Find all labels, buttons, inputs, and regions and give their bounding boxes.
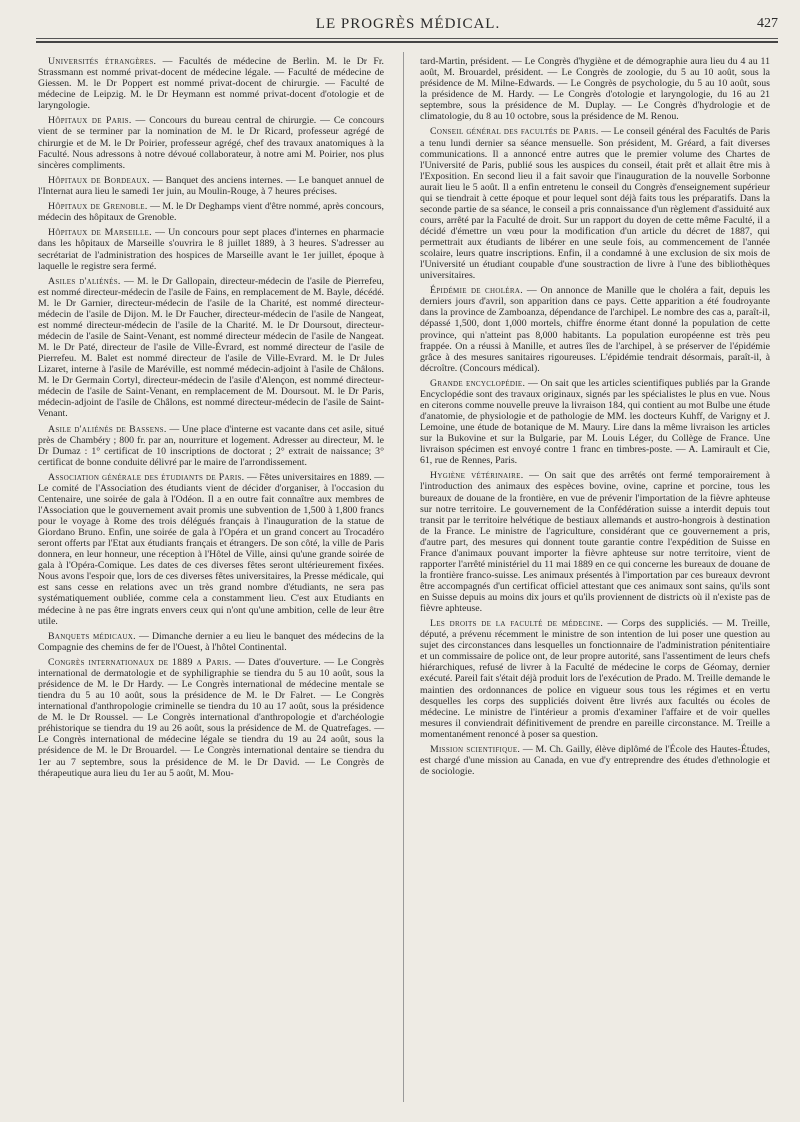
item-text: — Corps des suppliciés. — M. Treille, député, a prévenu récemment le ministre de son intention de lui poser une question au sujet des circonstances dans lesquelles un fonctionnaire de l'administration pénitentiaire et un commissaire de police ont, de leur propre autorité, sans l'assentiment de leurs chefs hiérarchiques, refusé de livrer à la Faculté de médecine le corps de Géomay, dernier exécuté. Pareil fait s'était déjà produit lors de l'exécution de Prado. M. Treille demande le maintien des ordonnances de police en vigueur sous tous les régimes et en vertu desquelles les corps des suppliciés doivent être livrés aux facultés ou écoles de médecine. Le ministre de l'intérieur a promis d'examiner l'affaire et de voir quelles mesures il conviendrait définitivement de prendre en pareille circonstance. M. Treille a momentanément renoncé à poser sa question. <box>420 618 770 740</box>
item-text: — M. Ch. Gailly, élève diplômé de l'École des Hautes-Études, est chargé d'une mission au Canada, en vue d'y entreprendre des études d'ethnologie et de sociologie. <box>420 743 770 778</box>
news-item <box>420 744 770 777</box>
item-heading: Mission scientifique. <box>430 743 521 755</box>
item-heading: Asile d'aliénés de Bassens. <box>48 423 167 435</box>
item-text: — M. le Dr Deghamps vient d'être nommé, après concours, médecin des hôpitaux de Grenoble. <box>38 201 384 224</box>
item-text: — On sait que les articles scientifiques publiés par la Grande Encyclopédie sont des travaux originaux, signés par les spécialistes le plus en vue. Nous en citerons comme nouvelle preuve la livraison 184, qui contient au mot Bulbe une étude d'anatomie, de physiologie et de pathologie de MM. les docteurs Kuhff, de Varigny et J. Lemoine, une étude de botanique de M. Maury. Lire dans la même livraison les articles sur la Bukovine et sur la Bulgarie, par M. Louis Léger, du Collège de France. Une livraison spécimen est envoyé contre 1 franc en timbres-poste. — A. Lamirault et Cie, 61, rue de Rennes, Paris. <box>420 377 770 467</box>
item-heading: Asiles d'aliénés. <box>48 275 121 287</box>
item-heading: Épidémie de choléra. <box>430 285 523 297</box>
item-text: — M. le Dr Gallopain, directeur-médecin de l'asile de Pierrefeu, est nommé directeur-médecin de l'asile de Fains, en remplacement de M. Bayle, décédé. M. le Dr Garnier, directeur-médecin de l'asile de la Charité, est nommé directeur-médecin de l'asile de Dijon. M. le Dr Faucher, directeur-médecin de l'asile de Nangeat, est nommé directeur-médecin de l'asile de la Charité. M. le Dr Doursout, directeur-médecin de l'asile de Saint-Venant, est nommé directeur médecin de l'asile de Nangeat. M. le Dr Paté, directeur de l'asile de Ville-Évrard, est nommé directeur de l'asile de Pierrefeu. M. Balet est nommé directeur de l'asile de Ville-Evrard. M. le Dr Jules Lizaret, interne à l'asile de Maréville, est nommé médecin-adjoint à l'asile de Châlons. M. le Dr Germain Cortyl, directeur-médecin de l'asile d'Alençon, est nommé directeur-médecin de l'asile de Saint-Venant, en remplacement de M. Doursout. M. le Dr Paris, médecin-adjoint de l'asile de Châlons, est nommé directeur-médecin de l'asile de Saint-Venant. <box>38 275 384 420</box>
item-text: — Le conseil général des Facultés de Paris a tenu lundi dernier sa séance mensuelle. Son président, M. Gréard, a fait diverses communications. Il a annoncé entre autres que le premier volume des Chartes de l'Université de Paris, publié sous les auspices du conseil, était prêt et allait être mis à l'Exposition. En second lieu il a fait savoir que l'inauguration de la nouvelle Sorbonne aurait lieu le 5 août. Il a enfin entretenu le conseil du Congrès d'enseignement supérieur qui se tiendrait à cette époque et pour lequel sont déjà faits tous les préparatifs. Dans la seconde partie de sa séance, le conseil a pris connaissance d'un règlement d'assiduité aux cours, arrêté par la Faculté de droit. Sur un rapport du doyen de cette même Faculté, il a décidé d'émettre un vœu pour la modification d'un article du décret de 1887, qui permettrait aux étudiants de libérer en une seule fois, au commencement de l'année scolaire, leurs quatre inscriptions. Enfin, il a condamné à une exclusion de six mois de l'Université un étudiant coupable d'une soustraction de livre à l'une des bibliothèques universitaires. <box>420 126 770 282</box>
item-heading: Hygiène vétérinaire. <box>430 470 524 482</box>
news-item <box>38 424 384 468</box>
item-text: — On annonce de Manille que le choléra a fait, depuis les derniers jours d'avril, son apparition dans ce pays. Cette apparition a été foudroyante dans la province de Zamboanza, dépendance de l'archipel. Le nombre des cas a, paraît-il, dépassé 1,500, dont 1,000 mortels, chiffre énorme étant donné la population de cette province, qui n'atteint pas 8,000 habitants. La population européenne est très peu frappée. On a réussi à Manille, et autres îles de l'archipel, à se préserver de l'épidémie grâce à des mesures sanitaires rigoureuses. L'épidémie tendrait désormais, paraît-il, à décroître. (Concours médical). <box>420 285 770 374</box>
news-item <box>38 276 384 420</box>
news-item <box>420 285 770 373</box>
item-heading: Hôpitaux de Bordeaux. <box>48 174 150 186</box>
item-heading: Universités étrangères. <box>48 56 157 67</box>
journal-title: LE PROGRÈS MÉDICAL. <box>315 16 501 32</box>
item-heading: Les droits de la faculté de médecine. <box>430 618 604 630</box>
item-heading: Hôpitaux de Grenoble. <box>48 201 148 213</box>
item-text: — Banquet des anciens internes. — Le banquet annuel de l'Internat aura lieu le samedi 1er juin, au Moulin-Rouge, à 7 heures précises. <box>38 174 385 197</box>
item-heading: Banquets médicaux. <box>48 630 136 642</box>
news-item <box>420 126 770 281</box>
item-text: — Dates d'ouverture. — Le Congrès international de dermatologie et de syphiligraphie se tiendra du 5 au 10 août, sous la présidence de M. le Dr Hardy. — Le Congrès international de médecine mentale se tiendra du 5 au 10 août, sous la présidence de M. le Dr Falret. — Le Congrès international d'anthropologie criminelle se tiendra du 10 au 17 août, sous la présidence de M. le Dr Roussel. — Le Congrès international d'anthropologie et d'archéologie préhistorique se tiendra du 19 au 26 août, sous la présidence de M. de Quatrefages. — Le Congrès international de médecine légale se tiendra du 19 au 24 août, sous la présidence de M. le Dr Brouardel. — Le Congrès international dentaire se tiendra du 1er au 7 septembre, sous la présidence de M. le Dr David. — Le Congrès de thérapeutique aura lieu du 1er au 5 août, M. Mou- <box>38 657 384 779</box>
news-item <box>420 618 770 740</box>
item-heading: Hôpitaux de Paris. <box>48 115 132 127</box>
item-heading: Hôpitaux de Marseille. <box>48 227 152 239</box>
news-item <box>420 470 770 614</box>
header-rule-thin <box>36 38 778 39</box>
news-item <box>38 657 384 779</box>
news-item <box>420 378 770 466</box>
item-text: — Facultés de médecine de Berlin. M. le Dr Fr. Strassmann est nommé privat-docent de médecine légale. — Faculté de médecine de Giessen. M. le Dr Poppert est nommé privat-docent de chirurgie. — Faculté de médecine de Leipzig. M. le Dr Heymann est nommé privat-docent d'otologie et de laryngologie. <box>38 56 384 112</box>
news-item <box>38 56 384 111</box>
news-item <box>38 227 384 271</box>
item-text: — Une place d'interne est vacante dans cet asile, situé près de Chambéry ; 800 fr. par an, nourriture et logement. Adresser au directeur, M. le Dr Dumaz : 1° certificat de 10 inscriptions de doctorat ; 2° extrait de naissance; 3° certificat de bonne conduite délivré par le maire de l'arrondissement. <box>38 423 384 468</box>
item-heading: Congrès internationaux de 1889 a Paris. <box>48 657 232 669</box>
item-text: — Un concours pour sept places d'internes en pharmacie dans les hôpitaux de Marseille s'ouvrira le 8 juillet 1889, à 3 heures. S'adresser au secrétariat de l'administration des hospices de Marseille avant le 1er juillet, époque à laquelle le registre sera fermé. <box>38 227 384 272</box>
news-item <box>38 201 384 223</box>
item-text: — On sait que des arrêtés ont fermé temporairement à l'introduction des animaux des espèces bovine, ovine, caprine et porcine, tous les bureaux de douane de la frontière, en vue de prévenir l'importation de la fièvre aphteuse sur notre territoire. Le gouvernement de la Confédération suisse a interdit depuis tout transit par le territoire helvétique de bestiaux allemands et austro-hongrois à destination de la France. Le ministre de l'agriculture, considérant que ce gouvernement a pris, d'autre part, des mesures qui donnent toute garantie contre l'expédition de Suisse en France d'animaux pouvant importer la fièvre aphteuse sur notre territoire, vient de rapporter l'arrêté ministériel du 11 mai 1889 en ce qui concerne les bureaux de douane de la frontière franco-suisse. Les animaux présentés à l'importation par ces bureaux devront être accompagnés d'un certificat officiel attestant que ces animaux sont sains, qu'ils sont en Suisse depuis au moins dix jours et qu'ils proviennent de districts où il n'existe pas de fièvre aphteuse. <box>420 470 770 614</box>
news-item <box>38 115 384 170</box>
column-divider <box>403 52 404 1102</box>
item-text: tard-Martin, président. — Le Congrès d'hygiène et de démographie aura lieu du 4 au 11 août, M. Brouardel, président. — Le Congrès de zoologie, du 5 au 10 août, sous la présidence de M. Milne-Edwards. — Le Congrès de psychologie, du 5 au 10 août, sous la présidence de M. Hardy. — Le Congrès d'otologie et laryngologie, du 16 au 21 septembre, sous la présidence de M. Duplay. — Le Congrès d'hydrologie et de climatologie, du 8 au 10 octobre, sous la présidence de M. Renou. <box>420 56 770 123</box>
header-rule-thick <box>36 41 778 43</box>
news-item <box>38 631 384 653</box>
page-header <box>38 14 778 38</box>
news-item <box>38 472 384 627</box>
item-heading: Grande encyclopédie. <box>430 377 526 389</box>
item-heading: Conseil général des facultés de Paris. <box>430 126 599 138</box>
left-column <box>38 56 384 783</box>
news-item <box>38 175 384 197</box>
item-text: — Fêtes universitaires en 1889. — Le comité de l'Association des étudiants vient de décider d'organiser, à l'occasion du Centenaire, une soirée de gala à l'Odéon. Il a en outre fait connaître aux membres de l'Association que le gouvernement avait promis une subvention de 1,500 à 1,800 francs pour le voyage à Rome des trois délégués français à l'inauguration de la statue de Giordano Bruno. Enfin, une soirée de gala à l'Opéra et un grand concert au Trocadéro seront offerts par l'Etat aux étudiants français et étrangers. De son côté, la ville de Paris donnera, en leur honneur, une réception à l'Hôtel de Ville, ainsi qu'une grande soirée de gala à l'Opéra-Comique. Les dates de ces diverses fêtes seront ultérieurement fixées. Nous avons l'espoir que, lors de ces diverses fêtes universitaires, la Presse médicale, qui est sans cesse en relations avec un très grand nombre d'étudiants, ne sera pas systématiquement oubliée, comme cela a constamment lieu. C'est aux Etudiants en médecine à ne pas être ingrats envers ceux qui n'ont qu'une ambition, celle de leur être utile. <box>38 471 384 627</box>
item-heading: Association générale des étudiants de Paris. <box>48 471 245 483</box>
news-item-continued <box>420 56 770 122</box>
right-column <box>420 56 770 781</box>
item-text: — Dimanche dernier a eu lieu le banquet des médecins de la Compagnie des chemins de fer de l'Ouest, à l'hôtel Continental. <box>38 630 384 653</box>
item-text: — Concours du bureau central de chirurgie. — Ce concours vient de se terminer par la nomination de M. le Dr Ricard, professeur agrégé de chirurgie et de M. le Dr Poirier, professeur agrégé, chef des travaux anatomiques à la Faculté. Nous adressons à notre dévoué collaborateur, à notre ami M. Poirier, nos plus sincères compliments. <box>38 115 385 171</box>
page-number: 427 <box>757 16 778 31</box>
